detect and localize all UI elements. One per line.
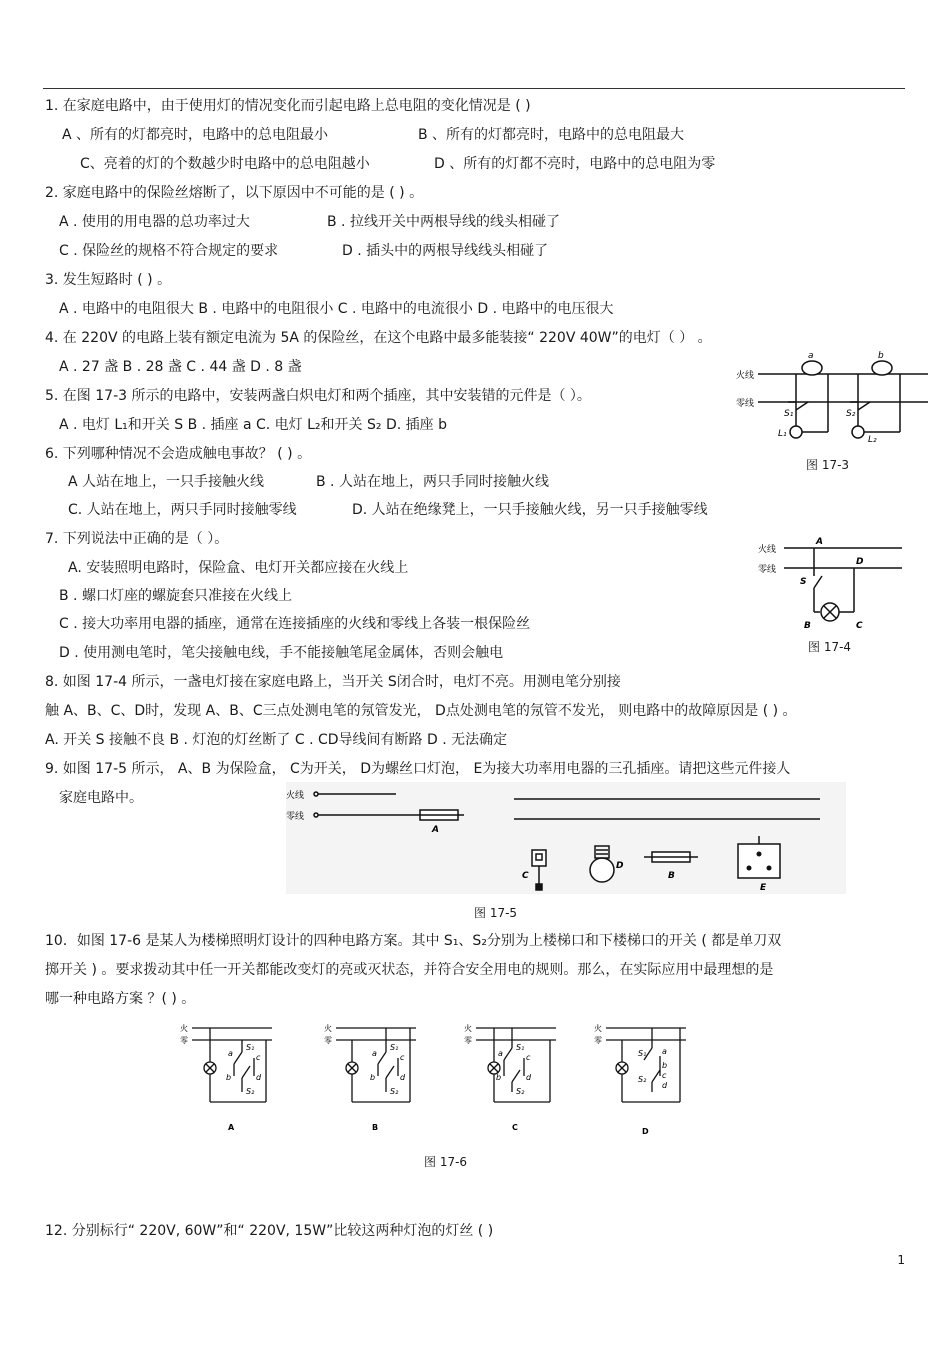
circuit-panel-a — [180, 1023, 272, 1132]
fig176-d-a-label: a — [662, 1047, 667, 1056]
q9-stem-line2: 家庭电路中。 — [59, 790, 143, 806]
q8-options: A. 开关 S 接触不良 B . 灯泡的灯丝断了 C . CD导线间有断路 D . 无法确定 — [45, 732, 508, 748]
fig174-live-label: 火线 — [758, 545, 777, 555]
fig176-panel-c-label: C — [512, 1123, 518, 1132]
fig176-b-s1-label: S₁ — [390, 1043, 399, 1052]
fig173-socket-b-label: b — [878, 351, 884, 361]
q7-option-d: D . 使用测电笔时，笔尖接触电线，手不能接触笔尾金属体，否则会触电 — [59, 645, 504, 661]
q1-stem: 1. 在家庭电路中，由于使用灯的情况变化而引起电路上总电阻的变化情况是 ( ) — [45, 98, 531, 114]
q1-option-a: A 、所有的灯都亮时，电路中的总电阻最小 — [62, 127, 329, 143]
fig174-point-d: D — [856, 557, 864, 567]
q1-option-c: C、亮着的灯的个数越少时电路中的总电阻越小 — [80, 156, 370, 172]
q5-options: A . 电灯 L₁和开关 S B . 插座 a C. 电灯 L₂和开关 S₂ D. 插座 b — [59, 417, 447, 433]
figure-17-5-diagram — [286, 782, 846, 894]
fig176-d-s1-label: S₁ — [638, 1049, 647, 1058]
fig176-panel-a-label: A — [228, 1123, 235, 1132]
header-rule — [43, 88, 905, 89]
fig176-a-live-label: 火 — [180, 1024, 188, 1033]
fig173-live-label: 火线 — [736, 371, 755, 381]
page-number: 1 — [897, 1253, 905, 1267]
fig173-l1-label: L₁ — [778, 429, 787, 439]
figure-17-3-caption: 图 17-3 — [806, 458, 850, 472]
fig176-a-s2-label: S₂ — [246, 1087, 255, 1096]
figure-17-6-diagram — [180, 1018, 700, 1140]
fig174-point-c: C — [856, 621, 863, 631]
fig176-b-s2-label: S₂ — [390, 1087, 399, 1096]
fig176-panel-b-label: B — [372, 1123, 379, 1132]
fig176-d-c-label: c — [662, 1071, 667, 1080]
fig174-point-a: A — [816, 537, 823, 547]
figure-17-3-diagram — [736, 352, 932, 444]
fig176-c-a-label: a — [498, 1049, 503, 1058]
fig173-l2-label: L₂ — [868, 435, 877, 445]
fig176-d-d-label: d — [662, 1081, 668, 1090]
q7-option-a: A. 安装照明电路时，保险盒、电灯开关都应接在火线上 — [68, 560, 409, 576]
fig173-s1-label: S₁ — [784, 409, 794, 419]
q7-option-c: C . 接大功率用电器的插座，通常在连接插座的火线和零线上各装一根保险丝 — [59, 616, 531, 632]
fig174-neutral-label: 零线 — [758, 565, 777, 575]
fig176-panel-d-label: D — [642, 1127, 649, 1136]
q6-stem: 6. 下列哪种情况不会造成触电事故？ ( ) 。 — [45, 446, 312, 462]
q12-stem: 12. 分别标行“ 220V, 60W”和“ 220V, 15W”比较这两种灯泡的灯丝 ( ) — [45, 1223, 494, 1239]
circuit-panel-d — [594, 1023, 686, 1136]
fig173-socket-a-label: a — [808, 351, 814, 361]
q8-stem-line2: 触 A、B、C、D时，发现 A、B、C三点处测电笔的氖管发光， D点处测电笔的氖管不发光， 则电路中的故障原因是 ( ) 。 — [45, 703, 797, 719]
fig176-a-d-label: d — [256, 1073, 262, 1082]
q10-stem-line2: 掷开关 ) 。要求拨动其中任一开关都能改变灯的亮或灭状态，并符合安全用电的规则。那么，在实际应用中最理想的是 — [45, 962, 774, 978]
fig176-c-b-label: b — [496, 1073, 502, 1082]
q1-option-b: B 、所有的灯都亮时，电路中的总电阻最大 — [418, 127, 685, 143]
fig176-b-live-label: 火 — [324, 1024, 332, 1033]
fig176-c-neutral-label: 零 — [464, 1036, 472, 1045]
q2-option-a: A . 使用的用电器的总功率过大 — [59, 214, 250, 230]
fig174-point-b: B — [804, 621, 811, 631]
q9-stem-line1: 9. 如图 17-5 所示， A、B 为保险盒， C为开关， D为螺丝口灯泡， E为接大功率用电器的三孔插座。请把这些元件接人 — [45, 761, 791, 777]
fig175-bulb-d-label: D — [616, 861, 624, 871]
fig175-switch-c-label: C — [522, 871, 529, 881]
q6-option-a: A 人站在地上，一只手接触火线 — [68, 474, 265, 490]
fig176-b-c-label: c — [400, 1053, 405, 1062]
q7-stem: 7. 下列说法中正确的是（ ）。 — [45, 531, 229, 547]
fig176-a-s1-label: S₁ — [246, 1043, 255, 1052]
fig176-b-b-label: b — [370, 1073, 376, 1082]
q8-stem-line1: 8. 如图 17-4 所示，一盏电灯接在家庭电路上，当开关 S闭合时，电灯不亮。用测电笔分别接 — [45, 674, 621, 690]
figure-17-5-caption: 图 17-5 — [474, 906, 518, 920]
fig176-c-s2-label: S₂ — [516, 1087, 525, 1096]
q4-options: A . 27 盏 B . 28 盏 C . 44 盏 D . 8 盏 — [59, 359, 302, 375]
q2-option-b: B . 拉线开关中两根导线的线头相碰了 — [327, 214, 560, 230]
fig176-a-neutral-label: 零 — [180, 1036, 188, 1045]
fig176-a-c-label: c — [256, 1053, 261, 1062]
q1-option-d: D 、所有的灯都不亮时，电路中的总电阻为零 — [434, 156, 716, 172]
q3-stem: 3. 发生短路时 ( ) 。 — [45, 272, 172, 288]
fig176-c-s1-label: S₁ — [516, 1043, 525, 1052]
q6-option-b: B . 人站在地上，两只手同时接触火线 — [316, 474, 549, 490]
fig175-fuse-a-label: A — [432, 825, 439, 835]
fig176-b-neutral-label: 零 — [324, 1036, 332, 1045]
fig176-c-c-label: c — [526, 1053, 531, 1062]
circuit-panel-c — [464, 1023, 556, 1132]
figure-17-4-caption: 图 17-4 — [808, 640, 852, 654]
q7-option-b: B . 螺口灯座的螺旋套只准接在火线上 — [59, 588, 292, 604]
q10-stem-line3: 哪一种电路方案 ？( ) 。 — [45, 991, 196, 1007]
q10-stem-line1: 10．如图 17-6 是某人为楼梯照明灯设计的四种电路方案。其中 S₁、S₂分别为上楼梯口和下楼梯口的开关 ( 都是单刀双 — [45, 933, 782, 949]
fig176-d-neutral-label: 零 — [594, 1036, 602, 1045]
fig176-b-a-label: a — [372, 1049, 377, 1058]
fig175-fuse-b-label: B — [668, 871, 675, 881]
q3-options: A . 电路中的电阻很大 B . 电路中的电阻很小 C . 电路中的电流很小 D . 电路中的电压很大 — [59, 301, 614, 317]
q6-option-d: D. 人站在绝缘凳上，一只手接触火线，另一只手接触零线 — [352, 502, 708, 518]
figure-17-4-diagram — [758, 536, 908, 632]
fig176-d-live-label: 火 — [594, 1024, 602, 1033]
fig176-c-d-label: d — [526, 1073, 532, 1082]
fig175-neutral-label: 零线 — [286, 812, 305, 822]
fig176-d-s2-label: S₂ — [638, 1075, 647, 1084]
fig176-a-a-label: a — [228, 1049, 233, 1058]
q4-stem: 4. 在 220V 的电路上装有额定电流为 5A 的保险丝，在这个电路中最多能装接“ 220V 40W”的电灯（ ） 。 — [45, 330, 712, 346]
q2-option-d: D . 插头中的两根导线线头相碰了 — [342, 243, 549, 259]
fig175-live-label: 火线 — [286, 791, 305, 801]
figure-17-6-caption: 图 17-6 — [424, 1155, 468, 1169]
fig173-s2-label: S₂ — [846, 409, 856, 419]
fig175-socket-e-label: E — [760, 883, 767, 893]
q2-stem: 2. 家庭电路中的保险丝熔断了，以下原因中不可能的是 ( ) 。 — [45, 185, 424, 201]
circuit-panel-b — [324, 1023, 416, 1132]
fig176-a-b-label: b — [226, 1073, 232, 1082]
q5-stem: 5. 在图 17-3 所示的电路中，安装两盏白炽电灯和两个插座，其中安装错的元件是（ ）。 — [45, 388, 591, 404]
fig176-d-b-label: b — [662, 1061, 668, 1070]
fig173-neutral-label: 零线 — [736, 399, 755, 409]
fig176-b-d-label: d — [400, 1073, 406, 1082]
q6-option-c: C. 人站在地上，两只手同时接触零线 — [68, 502, 297, 518]
fig176-c-live-label: 火 — [464, 1024, 472, 1033]
fig174-switch-s: S — [800, 577, 807, 587]
q2-option-c: C . 保险丝的规格不符合规定的要求 — [59, 243, 279, 259]
